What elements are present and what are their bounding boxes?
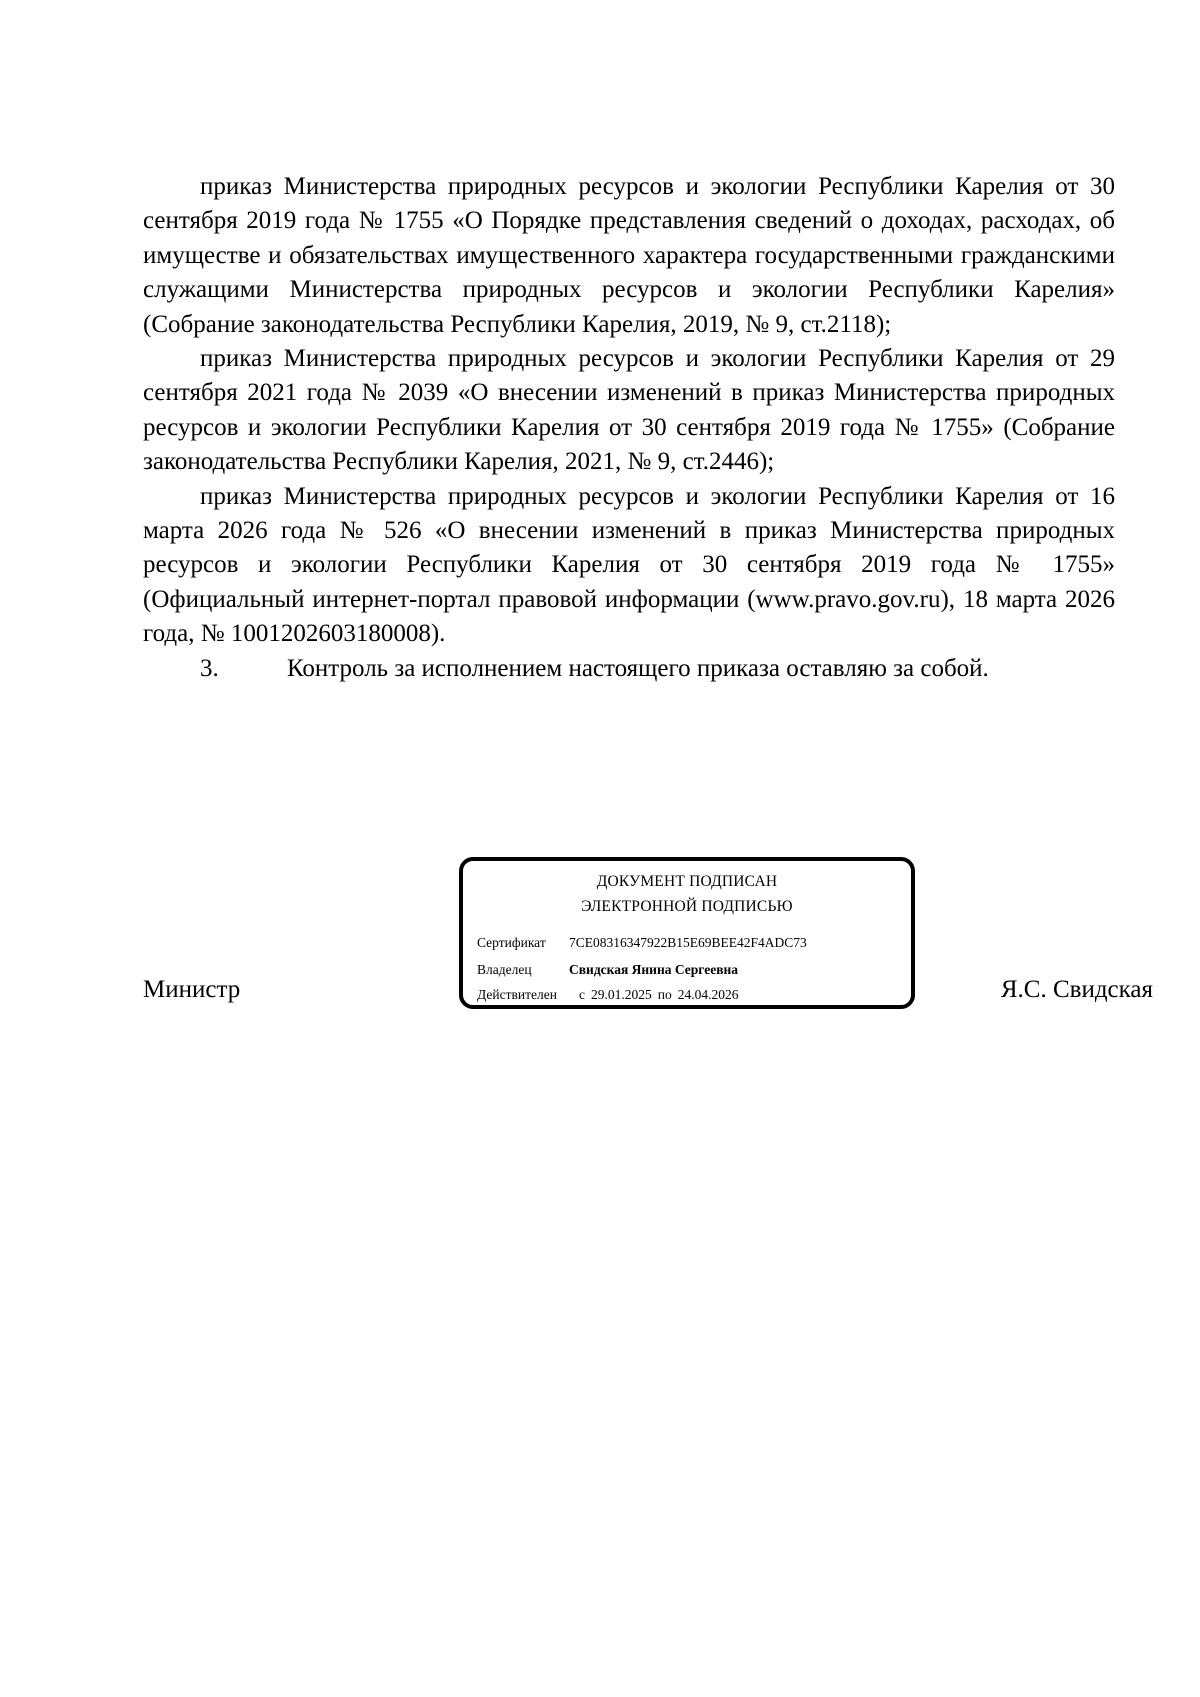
owner-value: Свидская Янина Сергеевна bbox=[569, 962, 739, 977]
stamp-owner-row bbox=[477, 962, 738, 978]
valid-to-prefix: по bbox=[657, 987, 672, 1002]
item-3 bbox=[143, 652, 1115, 686]
valid-from-prefix: с bbox=[579, 987, 585, 1002]
paragraph-order-1755: приказ Министерства природных ресурсов и экологии Республики Карелия от 30 сентября 2019 года № 1755 «О Порядке представления сведений о доходах, расходах, об имуществе и обязательствах имущественного характера государственными гражданскими служащими Министерства природных ресурсов и экологии Республики Карелия» (Собрание законодательства Республики Карелия, 2019, № 9, ст.2118); bbox=[143, 173, 1115, 338]
stamp-title bbox=[463, 869, 911, 919]
valid-to-date: 24.04.2026 bbox=[677, 987, 739, 1002]
stamp-validity-row bbox=[477, 987, 738, 1003]
signatory-name: Я.С. Свидская bbox=[1000, 976, 1153, 1003]
paragraph-order-2039: приказ Министерства природных ресурсов и экологии Республики Карелия от 29 сентября 2021 года № 2039 «О внесении изменений в приказ Министерства природных ресурсов и экологии Республики Карелия от 30 сентября 2019 года № 1755» (Собрание законодательства Республики Карелия, 2021, № 9, ст.2446); bbox=[143, 345, 1115, 476]
item-3-number: 3. bbox=[200, 654, 219, 682]
valid-from-date: 29.01.2025 bbox=[591, 987, 652, 1002]
signatory-role: Министр bbox=[143, 976, 241, 1003]
stamp-title-line-1: ДОКУМЕНТ ПОДПИСАН bbox=[596, 873, 778, 890]
paragraph-order-526: приказ Министерства природных ресурсов и экологии Республики Карелия от 16 марта 2026 года № 526 «О внесении изменений в приказ Министерства природных ресурсов и экологии Республики Карелия от 30 сентября 2019 года № 1755» (Официальный интернет-портал правовой информации (www.pravo.gov.ru), 18 марта 2026 года, № 1001202603180008). bbox=[143, 482, 1115, 648]
document-body bbox=[143, 170, 1115, 686]
stamp-title-line-2: ЭЛЕКТРОННОЙ ПОДПИСЬЮ bbox=[581, 898, 793, 915]
certificate-value: 7CE08316347922B15E69BEE42F4ADC73 bbox=[569, 935, 807, 950]
electronic-signature-stamp bbox=[459, 857, 915, 1009]
stamp-certificate-row bbox=[477, 935, 807, 951]
item-3-text: Контроль за исполнением настоящего приказа оставляю за собой. bbox=[287, 654, 989, 682]
certificate-label: Сертификат bbox=[477, 935, 546, 950]
owner-label: Владелец bbox=[477, 962, 532, 977]
valid-label: Действителен bbox=[477, 987, 557, 1002]
